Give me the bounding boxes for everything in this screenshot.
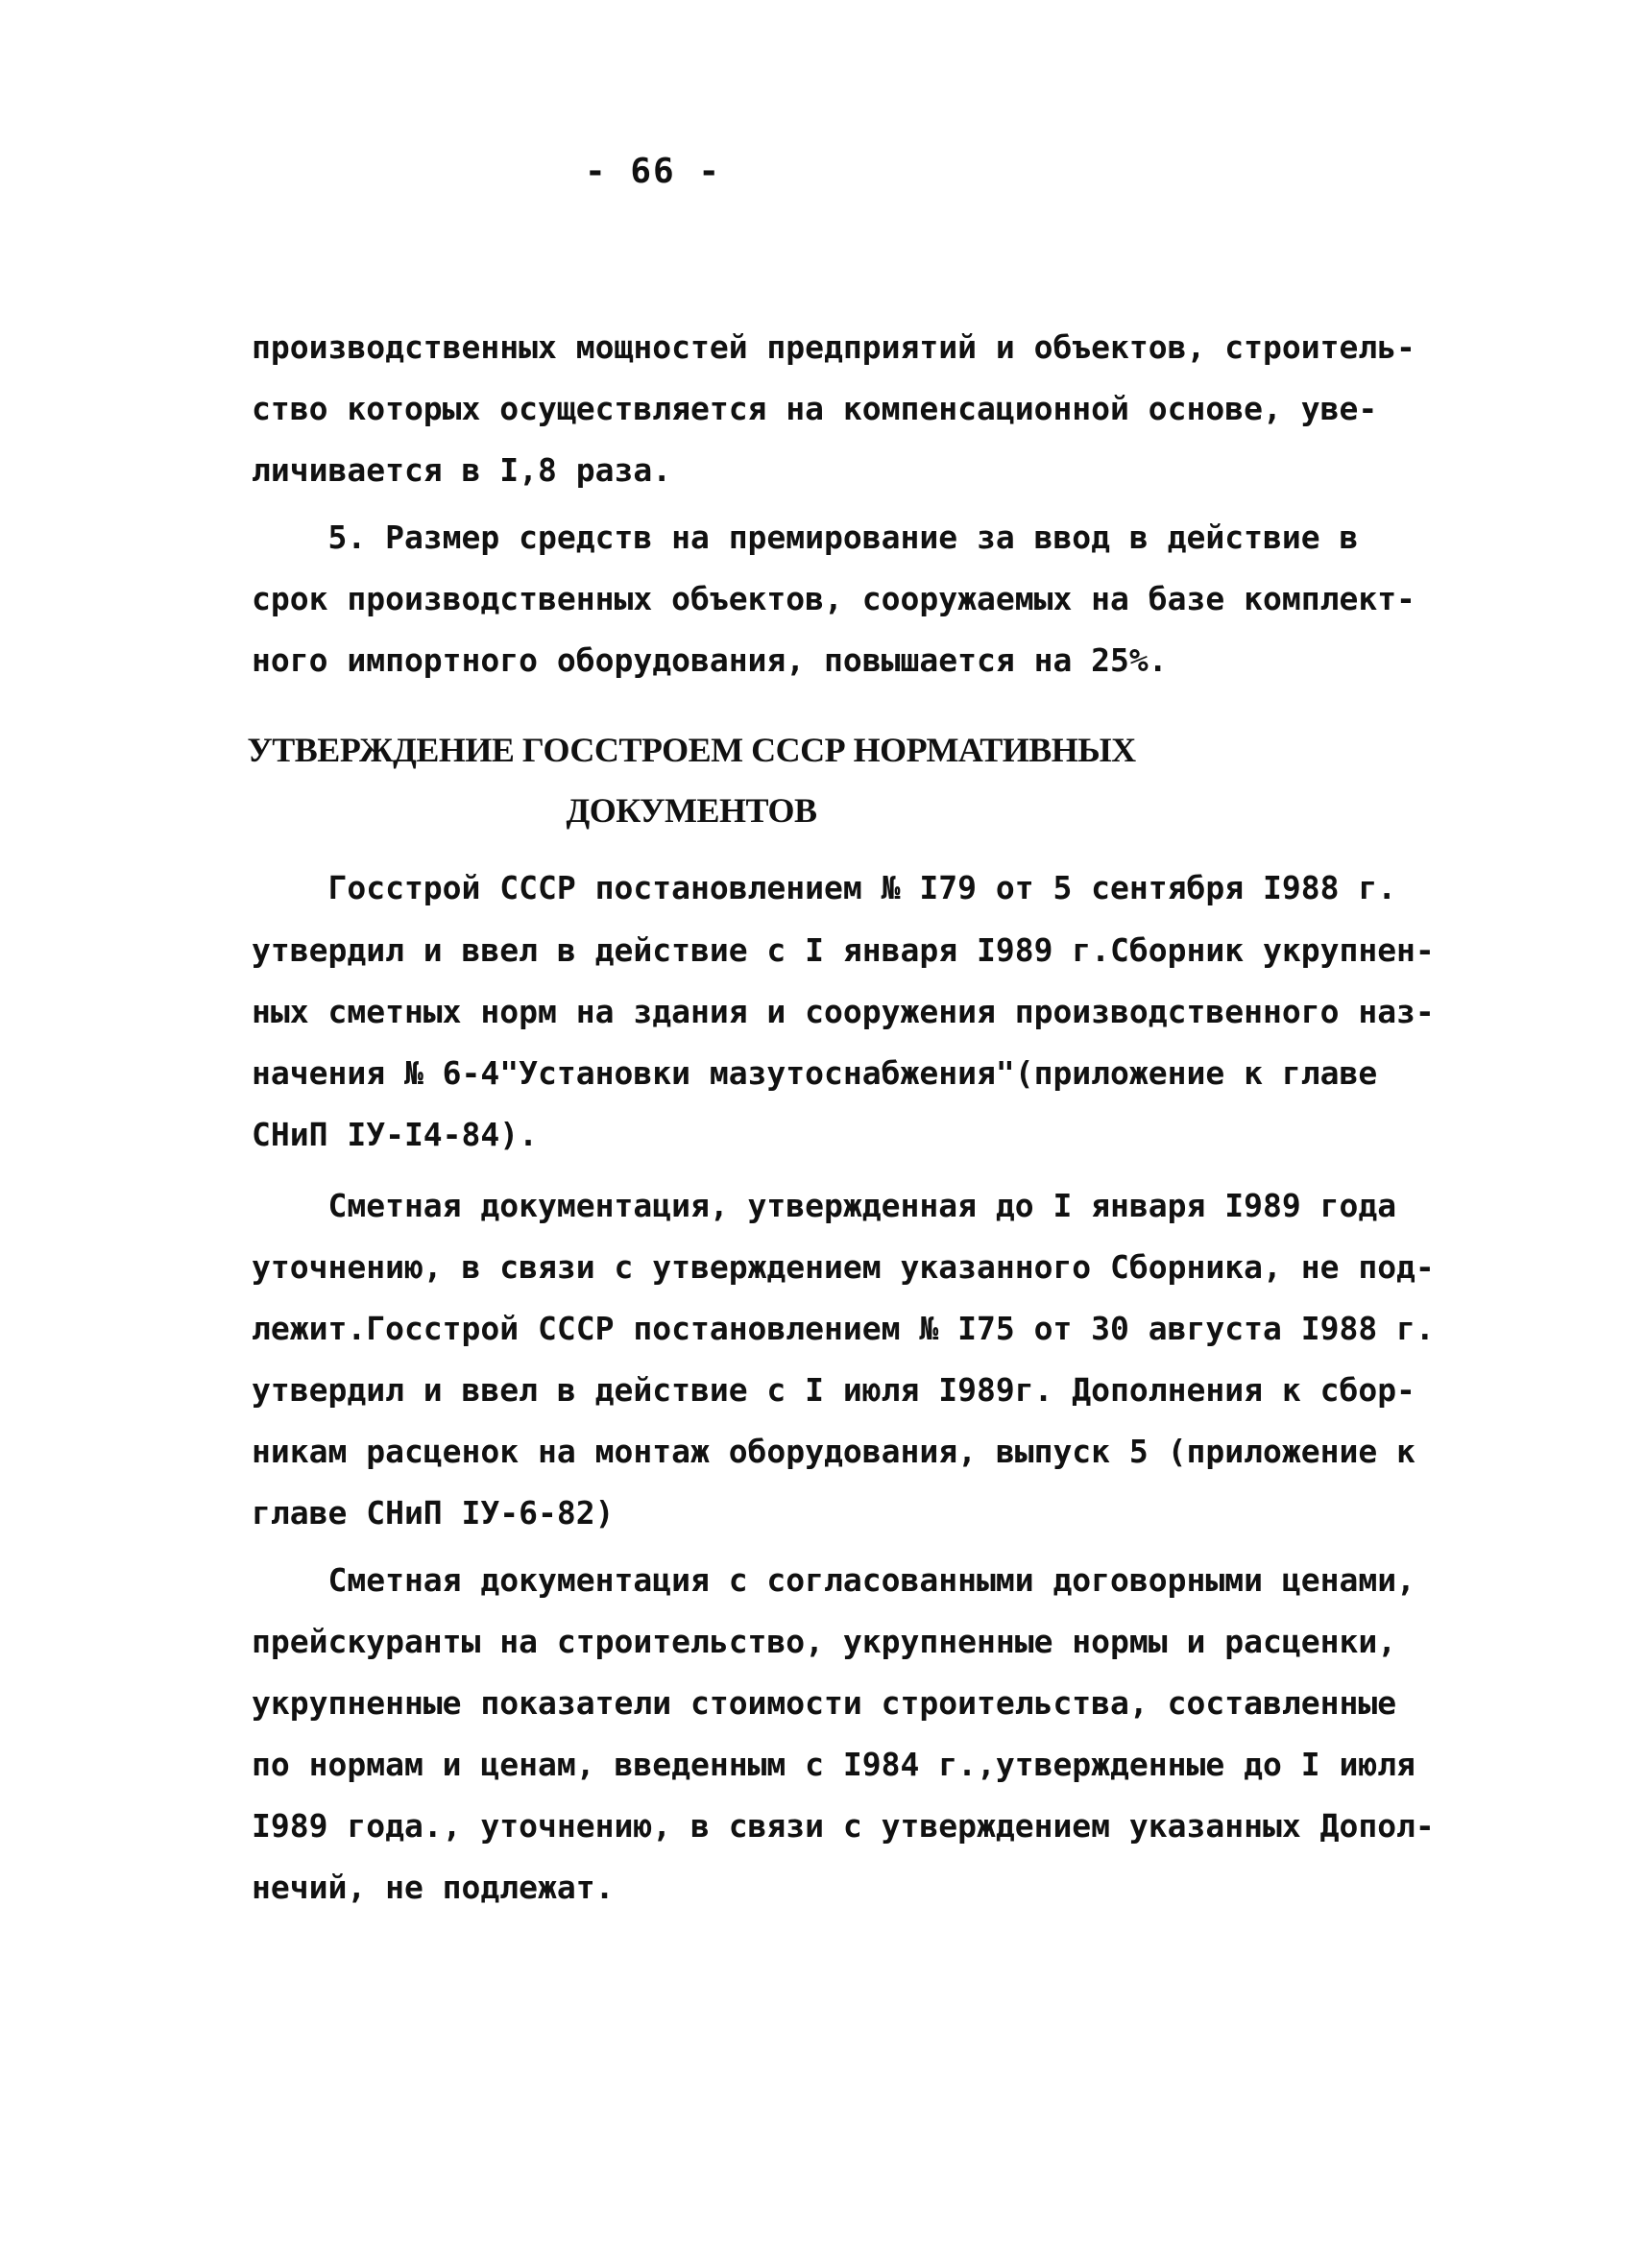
heading-line-1: УТВЕРЖДЕНИЕ ГОССТРОЕМ СССР НОРМАТИВНЫХ bbox=[247, 731, 1136, 769]
text-line: производственных мощностей предприятий и объектов, строитель- bbox=[252, 328, 1415, 366]
text-line: срок производственных объектов, сооружаемых на базе комплект- bbox=[252, 580, 1415, 617]
text-line: нечий, не подлежат. bbox=[252, 1869, 615, 1906]
text-line: ного импортного оборудования, повышается на 25%. bbox=[252, 641, 1168, 679]
text-line: укрупненные показатели стоимости строительства, составленные bbox=[252, 1684, 1397, 1722]
text-line: прейскуранты на строительство, укрупненные нормы и расценки, bbox=[252, 1623, 1397, 1660]
text-line: Сметная документация с согласованными договорными ценами, bbox=[252, 1561, 1415, 1599]
text-line: утвердил и ввел в действие с I июля I989г. Дополнения к сбор- bbox=[252, 1371, 1415, 1409]
text-line: СНиП IУ-I4-84). bbox=[252, 1116, 539, 1153]
text-line: Сметная документация, утвержденная до I января I989 года bbox=[252, 1187, 1397, 1224]
text-line: 5. Размер средств на премирование за ввод в действие в bbox=[252, 519, 1359, 556]
text-line: лежит.Госстрой СССР постановлением № I75 от 30 августа I988 г. bbox=[252, 1310, 1435, 1347]
text-line: утвердил и ввел в действие с I января I989 г.Сборник укрупнен- bbox=[252, 931, 1435, 969]
text-line: начения № 6-4"Установки мазутоснабжения"(приложение к главе bbox=[252, 1054, 1378, 1092]
text-line: ных сметных норм на здания и сооружения производственного наз- bbox=[252, 993, 1435, 1030]
text-line: I989 года., уточнению, в связи с утверждением указанных Допол- bbox=[252, 1807, 1435, 1845]
heading-line-2: ДОКУМЕНТОВ bbox=[566, 791, 817, 830]
text-line: уточнению, в связи с утверждением указанного Сборника, не под- bbox=[252, 1248, 1435, 1286]
text-line: личивается в I,8 раза. bbox=[252, 451, 672, 489]
text-line: Госстрой СССР постановлением № I79 от 5 сентября I988 г. bbox=[252, 869, 1397, 906]
text-line: по нормам и ценам, введенным с I984 г.,утвержденные до I июля bbox=[252, 1746, 1415, 1783]
text-line: никам расценок на монтаж оборудования, выпуск 5 (приложение к bbox=[252, 1433, 1415, 1470]
page-number: - 66 - bbox=[584, 152, 722, 191]
text-line: ство которых осуществляется на компенсационной основе, уве- bbox=[252, 390, 1378, 427]
text-line: главе СНиП IУ-6-82) bbox=[252, 1494, 615, 1532]
